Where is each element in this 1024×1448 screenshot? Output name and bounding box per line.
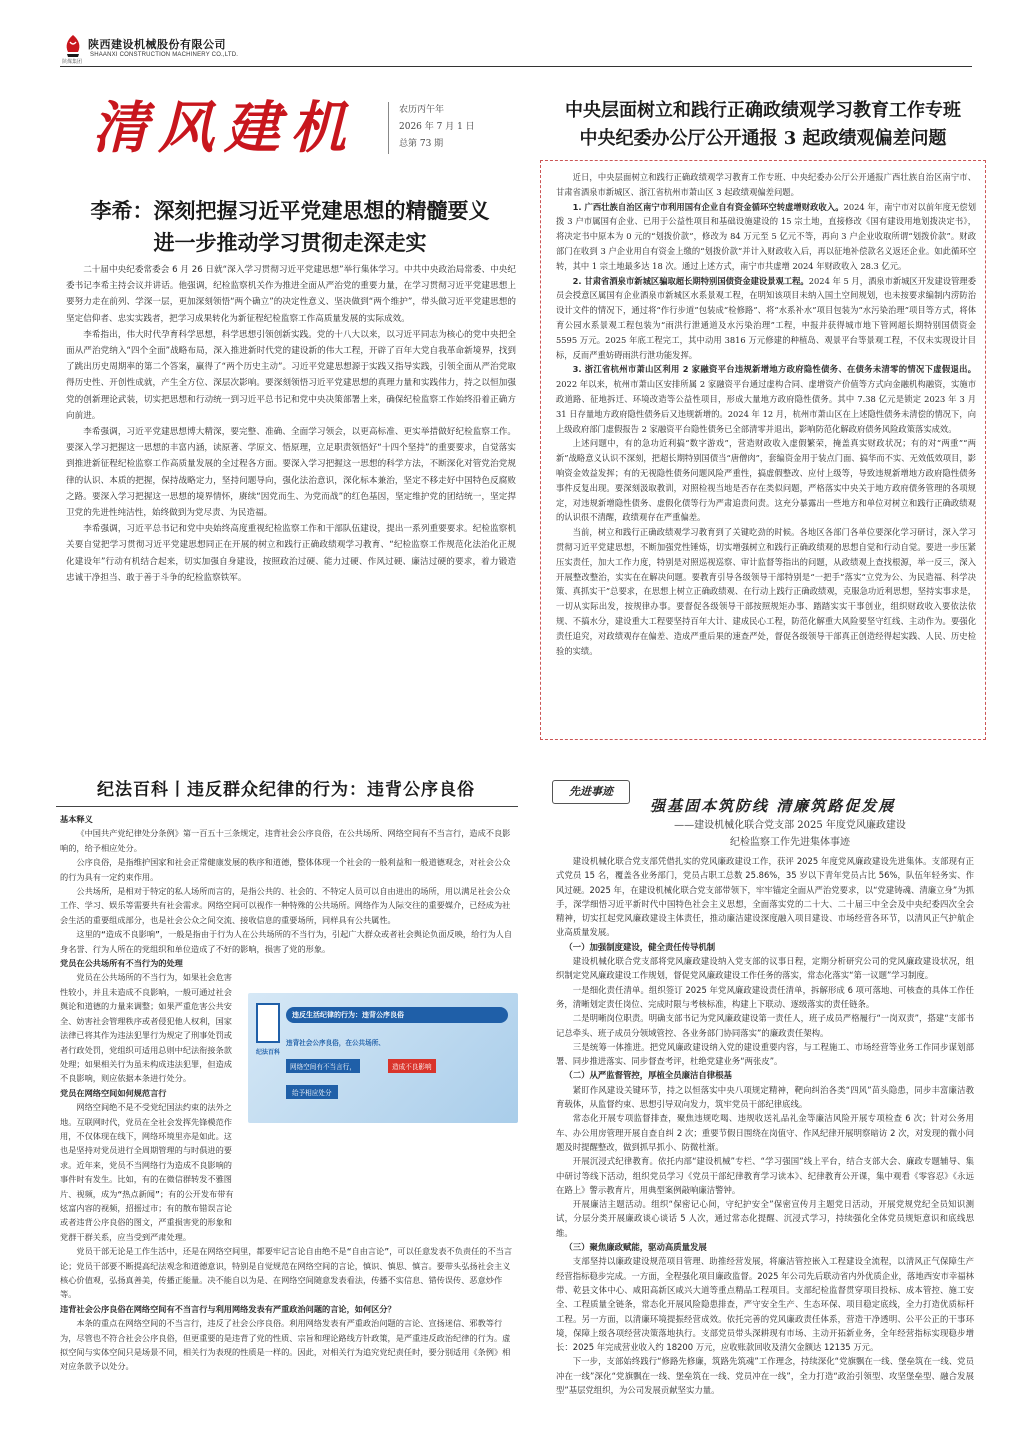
section-heading: （二）从严监督管控，厚植全员廉洁自律根基 [564,1070,732,1081]
paragraph [556,200,976,274]
paragraph: 开展廉洁主题活动。组织“保密记心间，守纪护安全”保密宣传月主题党日活动，开展党规党纪全员知识测试，分层分类开展廉政谈心谈话 5 人次，通过常态化提醒、沉浸式学习，持续强化全体党员规矩意识和底线思维。 [556,1199,974,1238]
article1-body [66,262,516,586]
paragraph: 下一步，支部始终践行“修路先修廉，筑路先筑魂”工作理念，持续深化“党旗飘在一线、堡垒筑在一线、党员冲在一线”深化“党旗飘在一线、堡垒筑在一线、党员冲在一线”，全力打造“政治引领型、攻坚堡垒型、融合发展型”基层党组织，为公司发展贡献坚实力量。 [556,1356,974,1395]
paragraph: 常态化开展专项监督排查，聚焦违规吃喝、违规收送礼品礼金等廉洁风险开展专项检查 6 次；针对公务用车、办公用房管理开展自查自纠 2 次；重要节假日围绕在岗值守、作风纪律开展明察暗访 2 次，对发现的微小问题及时提醒整改，做到抓早抓小、防微杜渐。 [556,1113,974,1152]
header-divider [60,66,972,67]
paragraph: 二十届中央纪委常委会 6 月 26 日就“深入学习贯彻习近平党建思想”举行集体学习。中共中央政治局常委、中央纪委书记李希主持会议并讲话。他强调，纪检监察机关作为推进全面从严治党的重要力量，在学习贯彻习近平党建思想上要努力走在前列、学深一层，更加深刻领悟“两个确立”的决定性意义、坚决做到“两个维护”，带头做习近平党建思想的坚定信仰者、忠实实践者，把学习成果转化为新征程纪检监察工作高质量发展的实际成效。 [66,265,516,324]
paragraph: 当前，树立和践行正确政绩观学习教育到了关键吃劲的时候。各地区各部门各单位要深化学习研讨，深入学习贯彻习近平党建思想，不断加强党性锤炼，切实增强树立和践行正确政绩观的思想自觉和行动自觉。要进一步压紧压实责任，加大工作力度，特别是对照巡视巡察、审计监督等指出的问题，从政绩观上查找根源，举一反三，深入开展整改整治，实实在在解决问题。要教育引导各级领导干部特别是“一把手”落实“立党为公、为民造福、科学决策、真抓实干”总要求，在思想上树立正确政绩观、在行动上践行正确政绩观，克服急功近利思想，坚持实事求是，一切从实际出发，按规律办事。要督促各级领导干部按照规矩办事、踏踏实实干事创业，组织财政收入要依法依规、不搞水分，建设重大工程要坚持百年大计、建成民心工程，防范化解重大风险要坚守红线、主动作为。要强化责任追究，对政绩观存在偏差、造成严重后果的速查严处，督促各级领导干部真正创造经得起实践、人民、历史检验的实绩。 [556,527,976,656]
paragraph: 网络空间绝不是不受党纪国法约束的法外之地。互联网时代，党员在全社会发挥先锋模范作用，不仅体现在线下，网络环境里亦是如此。这也是坚持对党员进行全周期管理的与时俱进的要求。近年来，党员不当网络行为造成不良影响的事件时有发生。比如，有的在微信群转发不雅图片、视频，成为“热点新闻”；有的公开发布带有炫富内容的视频，招摇过市；有的散布错误言论或者违背公序良俗的图文，严重损害党的形象和党群干群关系，应当受到严肃处理。 [60,1102,234,1242]
article2-body [556,170,976,658]
article1-title-line2: 进一步推动学习贯彻走深走实 [153,230,427,255]
section-heading: 违背社会公序良俗在网络空间有不当言行与利用网络发表有严重政治问题的言论，如何区分？ [60,1303,396,1314]
paragraph: 支部坚持以廉政建设规范项目管理、助推经营发展，将廉洁管控嵌入工程建设全流程，以清风正气保障生产经营指标稳步完成。一方面，全程强化项目廉政监督。2025 年公司先后联动省内外优质企业，落地西安市幸福林带、乾县文体中心、咸阳高新区咸兴大道等重点精品工程项目。支部纪检监督贯穿项目投标、成本管控、施工安全、工程质量全链条，常态化开展风险隐患排查，严守安全生产、生态环保、项目稳定底线，全力打造优质标杆工程。另一方面，以清廉环境提振经营成效。依托完善的党风廉政责任体系，营造干净透明、公平公正的干事环境，保障上级各项经营决策落地执行。支部党员带头深耕现有市场、主动开拓新业务，全年经营指标实现稳步增长：2025 年完成营业收入约 18200 万元，应收账款回收及清欠金额达 12135 万元。 [556,1256,974,1353]
item-text: 2024 年 5 月，酒泉市新城区开发建设管理委员会授意区属国有企业酒泉市新城区水系景观工程，在明知该项目未纳入国土空间规划，也未按要求编制内涝防治设计文件的情况下，通过将“作行步道”包装成“检修路”、将“水系补水”项目包装为“水污染治理”项目等方式，将体育公园水系景观工程包装为“雨洪行泄通道及水污染治理”工程，申报并获得城市地下管网超长期特别国债资金 5595 万元。2025 年底工程完工，其中动用 3816 万元修建的种植岛、观景平台等景观工程，不仅未实现设计目标，反而严重妨碍雨洪行泄功能发挥。 [556,275,976,360]
article4-subtitle [620,817,960,851]
section-heading: 党员在网络空间如何规范言行 [60,1087,167,1098]
dateline [388,102,480,154]
promo-tag: 纪法百科 [256,1049,281,1056]
article4-subtitle-line2: 纪检监察工作先进集体事迹 [730,837,850,848]
paragraph: 这里的“造成不良影响”，一般是指由于行为人在公共场所的不当行为，引起广大群众或者社会舆论负面反映，给行为人自身名誉、行为人所在的党组织和单位造成了不好的影响，损害了党的形象。 [60,929,513,954]
paragraph: 三是统筹一体推进。把党风廉政建设纳入党的建设重要内容，与工程施工、市场经营等业务工作同步谋划部署、同步推进落实、同步督查考评，杜绝党建业务“两张皮”。 [556,1041,974,1067]
paragraph: 公共场所，是相对于特定的私人场所而言的，是指公共的、社会的、不特定人员可以自由进出的场所，用以满足社会公众工作、学习、娱乐等需要共有社会需求。网络空间可以视作一种特殊的公共场所。网络作为人际交往的重要媒介，已经成为社会生活的重要组成部分，也是社会公众之间交流、接收信息的重要场所，同样具有公共属性。 [60,886,511,925]
paragraph: 李希强调，习近平总书记和党中央始终高度重视纪检监察工作和干部队伍建设，提出一系列重要要求。纪检监察机关要自觉把学习贯彻习近平党建思想同正在开展的树立和践行正确政绩观学习教育、“纪检监察工作规范化法治化正规化建设年”行动有机结合起来，切实加强自身建设，按照政治过硬、能力过硬、作风过硬、廉洁过硬的要求，着力锻造忠诚干净担当、敢于善于斗争的纪检监察铁军。 [66,524,516,583]
paragraph: 李希强调，习近平党建思想博大精深，要完整、准确、全面学习领会，以更高标准、更实举措做好纪检监察工作。要深入学习把握这一思想的丰富内涵，读原著、学原文、悟原理，立足职责领悟好“十四个坚持”的重要要求，自觉落实到推进新征程纪检监察工作高质量发展的全过程各方面。要深入学习把握这一思想的科学方法，不断深化对管党治党规律的认识、本质的把握，保持战略定力，坚持问题导向，强化法治意识，深化标本兼治，坚定不移走好中国特色反腐败之路。要深入学习把握这一思想的境界情怀，赓续“因党而生、为党而战”的红色基因，坚定维护党的团结统一，坚定捍卫党的先进性纯洁性，始终做到为党尽责、为民造福。 [66,427,516,519]
article4-title: 强基固本筑防线 清廉筑路促发展 [650,797,896,815]
paragraph: 二是明晰岗位职责。明确支部书记为党风廉政建设第一责任人，班子成员严格履行“一岗双责”，搭建“支部书记总牵头、班子成员分领域管控、各业务部门协同落实”的廉政责任架构。 [556,1013,974,1038]
section-heading: （三）聚焦廉政赋能，驱动高质量发展 [564,1242,707,1253]
book-icon [256,1003,280,1043]
item-text: 2022 年以来，杭州市萧山区安排所属 2 家融资平台通过虚构合同、虚增资产价值等方式向金融机构融资，实施市政道路、征地拆迁、环境改造等公益性项目，形成大量地方政府隐性债务。其中 7.38 亿元是锁定 2023 年 3 月 31 日存量地方政府隐性债务后又违规新增的。2024 年 12 月，杭州市萧山区在上述隐性债务未清偿的情况下，向上级政府部门虚假报告 2 家融资平台隐性债务已全部清零并退出，影响防范化解政府债务风险政策落实成效。 [556,379,976,434]
section-heading: 党员在公共场所有不当行为的处理 [60,958,183,969]
lunar-date: 农历丙午年 [399,105,445,115]
paragraph [556,274,976,363]
promo-heading: 违反生活纪律的行为：违背公序良俗 [286,1007,508,1023]
article4-subtitle-line1: ——建设机械化联合党支部 2025 年度党风廉政建设 [674,820,906,831]
issue-date: 2026 年 7 月 1 日 [399,122,475,132]
article3-title: 纪法百科丨违反群众纪律的行为：违背公序良俗 [97,780,475,800]
article2-title-line1: 中央层面树立和践行正确政绩观学习教育工作专班 [565,100,961,121]
paragraph: 紧盯作风建设关键环节，持之以恒落实中央八项规定精神，靶向纠治各类“四风”苗头隐患，同步丰富廉洁教育载体，从监督约束、思想引导双向发力，筑牢党员干部纪律底线。 [556,1084,974,1110]
article2-title [548,97,978,153]
item-heading: 1. 广西壮族自治区南宁市利用国有企业自有资金循环空转虚增财政收入。 [572,201,844,212]
paragraph: 李希指出，伟大时代孕育科学思想，科学思想引领创新实践。党的十八大以来，以习近平同志为核心的党中央把全面从严治党纳入“四个全面”战略布局，深入推进新时代党的建设新的伟大工程，开辟了百年大党自我革命新境界，找到了跳出历史周期率的第二个答案，赢得了“两个历史主动”。习近平党建思想源于实践又指导实践，引领全面从严治党取得历史性、开创性成就，产生全方位、深层次影响。要深刻领悟习近平党建思想的真理力量和实践伟力，持之以恒加强党的创新理论武装，切实把思想和行动统一到习近平总书记和党中央决策部署上来，确保纪检监察工作始终沿着正确方向前进。 [66,329,516,421]
promo-row2: 网络空间有不当言行， [286,1059,360,1073]
paragraph: 上述问题中，有的急功近利搞“数字游戏”，营造财政收入虚假繁荣，掩盖真实财政状况；有的对“两重”“两新”战略意义认识不深刻，把超长期特别国债当“唐僧肉”，套编资金用于装点门面、搞华而不实、无效低效项目，影响资金效益发挥；有的无视隐性债务问题风险严重性，搞虚假整改、应付上级等，导致违规新增地方政府隐性债务事件反复出现。要深刻汲取教训，对照检视当地是否存在类似问题，严格落实中央关于地方政府债务管理的各项规定，对违规新增隐性债务、虚假化债等行为严肃追责问责。这充分暴露出一些地方和单位对树立和践行正确政绩观的认识很不清醒，政绩观存在严重偏差。 [556,438,976,523]
company-logo-icon [62,34,84,58]
paragraph: 一是细化责任清单。组织签订 2025 年党风廉政建设责任清单，拆解形成 6 项可落地、可核查的具体工作任务，清晰划定责任岗位、完成时限与考核标准，构建上下联动、逐级落实的责任链条。 [556,984,974,1009]
issue-number: 总第 73 期 [399,139,444,149]
company-name-en: SHAANXI CONSTRUCTION MACHINERY CO.,LTD. [90,52,239,58]
article2-title-line2: 中央纪委办公厅公开通报 3 起政绩观偏差问题 [579,128,947,149]
item-heading: 2. 甘肃省酒泉市新城区骗取超长期特别国债资金建设景观工程。 [572,275,809,286]
promo-row1: 违背社会公序良俗，在公共场所、 [286,1039,385,1047]
promo-image [248,993,518,1123]
paragraph: 开展沉浸式纪律教育。依托内部“建设机械”专栏、“学习强国”线上平台，结合支部大会、廉政专题辅导、集中研讨等线下活动，组织党员学习《党员干部纪律教育学习读本》、纪律教育公开课，集中观看《零容忍》《永远在路上》警示教育片，用典型案例敲响廉洁警钟。 [556,1156,974,1195]
paragraph [556,362,976,436]
paragraph: 党员在公共场所的不当行为，如果社会危害性较小，并且未造成不良影响，一般可通过社会舆论和道德的力量来调整；如果严重危害公共安全、妨害社会管理秩序或者侵犯他人权利，国家法律已将其作为违法犯罪行为规定了刑事处罚或者行政处罚，党组织可适用总则中纪法衔接条款处理；如果相关行为虽未构成违法犯罪，但造成不良影响，则应依据本条进行处分。 [60,972,232,1084]
article1-title-line1: 李希：深刻把握习近平党建思想的精髓要义 [90,198,490,223]
paragraph: 公序良俗，是指维护国家和社会正常健康发展的秩序和道德，整体体现一个社会的一般利益和一般道德观念，对社会公众的行为具有一定约束作用。 [60,857,511,882]
article4-body [556,854,974,1397]
article3-divider [56,806,518,807]
paragraph: 《中国共产党纪律处分条例》第一百五十三条规定，违背社会公序良俗，在公共场所、网络空间有不当言行，造成不良影响的，给予相应处分。 [60,828,511,853]
group-label: 陕煤集团 [62,59,83,65]
masthead-title: 清风建机 [92,95,356,161]
paragraph: 党员干部无论是工作生活中，还是在网络空间里，都要牢记言论自由绝不是“自由言论”，可以任意发表不负责任的不当言论；党员干部要不断提高纪法观念和道德意识，特别是自觉规范在网络空间的言论，慎识、慎思、慎言。要带头弘扬社会主义核心价值观，弘扬真善美，传播正能量。决不能自以为是、在网络空间随意发表看法，传播不实信息、错传误传、恶意炒作等。 [60,1246,513,1300]
paragraph: 本条的重点在网络空间的不当言行，违反了社会公序良俗。利用网络发表有严重政治问题的言论、宣扬迷信、邪教等行为，尽管也不符合社会公序良俗，但更重要的是违背了党的性质、宗旨和理论路线方针政策，是严重违反政治纪律的行为。虚拟空间与实体空间只是场景不同，相关行为表现的性质是一样的。因此，对相关行为追究党纪责任时，要分别适用《条例》相对应条款予以处分。 [60,1318,511,1372]
item-heading: 3. 浙江省杭州市萧山区利用 2 家融资平台违规新增地方政府隐性债务、在债务未清零的情况下虚假退出。 [572,364,976,375]
paragraph: 近日，中央层面树立和践行正确政绩观学习教育工作专班、中央纪委办公厅公开通报广西壮族自治区南宁市、甘肃省酒泉市新城区、浙江省杭州市萧山区 3 起政绩观偏差问题。 [556,172,976,197]
paragraph: 建设机械化联合党支部将党风廉政建设纳入党支部的议事日程，定期分析研究公司的党风廉政建设状况，组织制定党风廉政建设工作规划，督促党风廉政建设工作任务的落实，常态化落实“第一议题”学习制度。 [556,956,974,981]
promo-row3: 造成不良影响 [388,1059,436,1073]
promo-row4: 给予相应处分 [286,1085,338,1099]
section-heading: 基本释义 [60,814,93,824]
section-tag: 先进事迹 [552,780,630,804]
company-name-cn: 陕西建设机械股份有限公司 [88,38,226,51]
item-text: 2024 年，南宁市对以前年度无偿划拨 3 户市属国有企业、已用于公益性项目和基础设施建设的 15 宗土地，直接修改《国有建设用地划拨决定书》，将决定书中原本为 0 元的“划拨价款”，修改为 84 万元至 5 亿元不等，再向 3 户企业收取所谓“划拨价款”。财政部门在收到 3 户企业用自有资金上缴的“划拨价款”并计入财政收入后，再以征地补偿款名义返还企业。如此循环空转，其中 1 宗土地最多达 18 次。通过上述方式，南宁市共虚增 2024 年财政收入 28.3 亿元。 [556,201,976,271]
article1-title [70,195,510,259]
section-heading: （一）加强制度建设，健全责任传导机制 [564,941,716,952]
paragraph: 建设机械化联合党支部凭借扎实的党风廉政建设工作，获评 2025 年度党风廉政建设先进集体。支部现有正式党员 15 名，覆盖各业务部门，党员占职工总数 25.86%，35 岁以下青年党员占比 56%，队伍年轻务实、作风过硬。2025 年，在建设机械化联合党支部带领下，牢牢锚定全面从严治党要求，以“党建铸魂、清廉立身”为抓手，深学细悟习近平新时代中国特色社会主义思想，全面落实党的二十大、二十届三中全会及中央纪委四次全会精神，切实扛起党风廉政建设主体责任，推动廉洁建设深度融入项目建设、市场经营各环节，以清风正气护航企业高质量发展。 [556,856,974,938]
